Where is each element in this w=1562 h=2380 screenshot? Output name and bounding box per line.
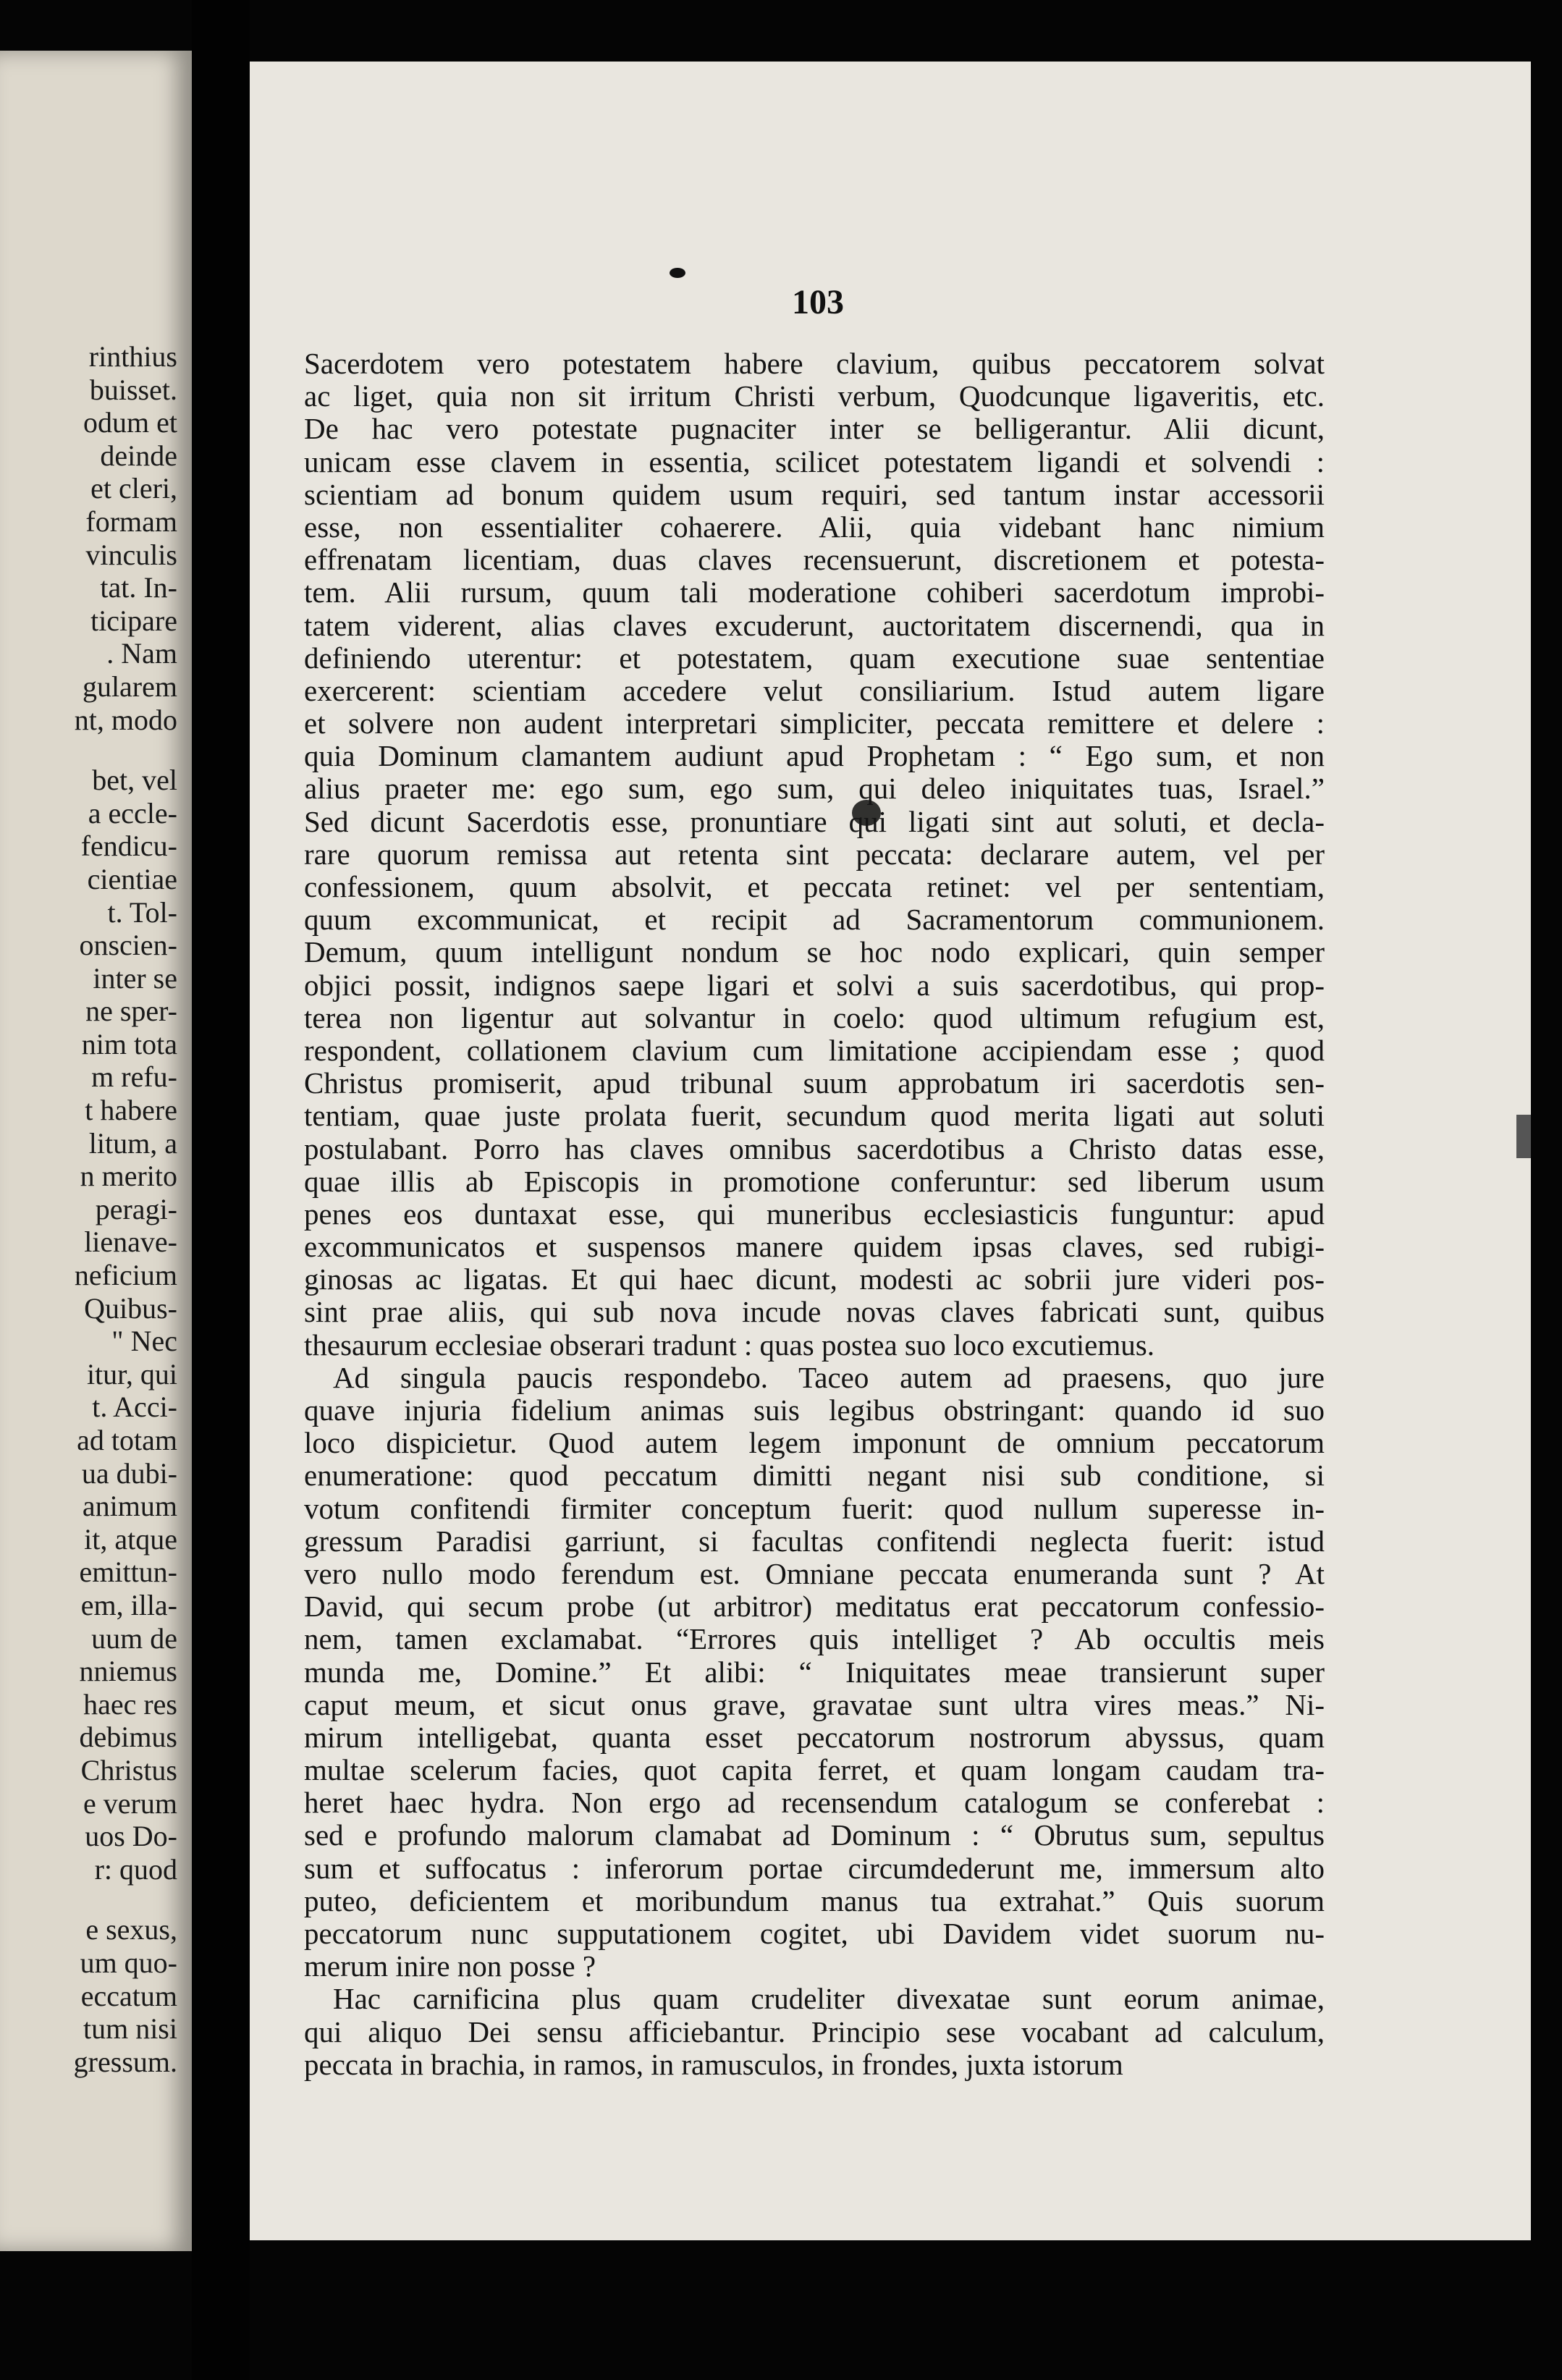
left-text-line: ad totam — [77, 1424, 177, 1456]
text-line: excommunicatos et suspensos manere quidem ipsas claves, sed rubigi- — [304, 1231, 1325, 1264]
left-text-line: . Nam — [106, 637, 177, 670]
left-facing-page — [0, 51, 192, 2251]
left-text-line: cientiae — [87, 862, 177, 895]
text-line: loco dispicietur. Quod autem legem imponunt de omnium peccatorum — [304, 1427, 1325, 1460]
text-line: penes eos duntaxat esse, qui muneribus ecclesiasticis funguntur: apud — [304, 1197, 1325, 1231]
left-text-line: nniemus — [79, 1655, 177, 1688]
text-line: sed e profundo malorum clamabat ad Dominum : “ Obrutus sum, sepultus — [304, 1819, 1325, 1852]
text-line: Ad singula paucis respondebo. Taceo autem ad praesens, quo jure — [333, 1361, 1325, 1394]
text-line: et solvere non audent interpretari simpliciter, peccata remittere et delere : — [304, 707, 1325, 740]
left-text-line: buisset. — [89, 373, 177, 406]
text-line: votum confitendi firmiter conceptum fuerit: quod nullum superesse in- — [304, 1492, 1325, 1525]
text-line: enumeratione: quod peccatum dimitti negant nisi sub conditione, si — [304, 1459, 1325, 1493]
left-text-line: onscien- — [79, 929, 177, 962]
text-line: merum inire non posse ? — [304, 1950, 596, 1983]
ink-speck — [670, 268, 685, 278]
left-text-line: gularem — [82, 670, 177, 703]
text-line: peccatorum nunc supputationem cogitet, ubi Davidem videt suorum nu- — [304, 1917, 1325, 1950]
text-line: vero nullo modo ferendum est. Omniane peccata enumeranda sunt ? At — [304, 1557, 1325, 1590]
text-line: Sed dicunt Sacerdotis esse, pronuntiare qui ligati sint aut soluti, et decla- — [304, 805, 1325, 838]
text-line: rare quorum remissa aut retenta sint peccata: declarare autem, vel per — [304, 837, 1325, 871]
left-text-line: t. Tol- — [107, 895, 177, 929]
left-text-line: vinculis — [85, 538, 177, 571]
page-number: 103 — [792, 283, 844, 321]
left-text-line: Christus — [80, 1753, 177, 1786]
left-text-line: eccatum — [80, 1979, 177, 2012]
text-line: peccata in brachia, in ramos, in ramusculos, in frondes, juxta istorum — [304, 2048, 1123, 2081]
text-line: objici possit, indignos saepe ligari et solvi a suis sacerdotibus, qui prop- — [304, 969, 1325, 1002]
text-line: heret haec hydra. Non ergo ad recensendum catalogum se conferebat : — [304, 1786, 1325, 1820]
text-line: puteo, deficientem et moribundum manus tua extrahat.” Quis suorum — [304, 1884, 1325, 1917]
left-text-line: bet, vel — [92, 764, 177, 797]
text-line: sint prae aliis, qui sub nova incude novas claves fabricati sunt, quibus — [304, 1296, 1325, 1329]
text-line: definiendo uterentur: et potestatem, quam executione suae sententiae — [304, 641, 1325, 675]
left-text-line: deinde — [100, 439, 177, 472]
left-text-line: litum, a — [88, 1126, 177, 1160]
text-line: ac liget, quia non sit irritum Christi verbum, Quodcunque ligaveritis, etc. — [304, 380, 1325, 413]
left-text-line: itur, qui — [86, 1357, 177, 1391]
text-line: ginosas ac ligatas. Et qui haec dicunt, modesti ac sobrii jure videri pos- — [304, 1263, 1325, 1296]
book-gutter — [192, 0, 250, 2380]
left-text-line: debimus — [79, 1721, 177, 1754]
left-text-line: neficium — [74, 1259, 177, 1292]
text-line: munda me, Domine.” Et alibi: “ Iniquitates meae transierunt super — [304, 1655, 1325, 1689]
left-text-line: odum et — [83, 406, 177, 439]
left-text-line: tum nisi — [83, 2012, 177, 2046]
text-line: sum et suffocatus : inferorum portae circumdederunt me, immersum alto — [304, 1852, 1325, 1885]
left-text-line: t. Acci- — [92, 1391, 177, 1424]
text-line: postulabant. Porro has claves omnibus sacerdotibus a Christo datas esse, — [304, 1132, 1325, 1165]
margin-mark — [1516, 1115, 1531, 1158]
text-line: effrenatam licentiam, duas claves recensuerunt, discretionem et potesta- — [304, 544, 1325, 577]
text-line: unicam esse clavem in essentia, scilicet potestatem ligandi et solvendi : — [304, 445, 1325, 478]
text-line: Christus promiserit, apud tribunal suum approbatum iri sacerdotis sen- — [304, 1067, 1325, 1100]
left-text-line: em, illa- — [80, 1588, 177, 1621]
text-line: gressum Paradisi garriunt, si facultas confitendi neglecta fuerit: istud — [304, 1524, 1325, 1558]
left-text-line: " Nec — [111, 1325, 177, 1358]
left-text-line: animum — [82, 1490, 177, 1523]
text-line: quae illis ab Episcopis in promotione conferuntur: sed liberum usum — [304, 1165, 1325, 1198]
paragraph-gap — [0, 1886, 177, 1913]
left-text-line: nt, modo — [74, 703, 177, 736]
left-text-line: uum de — [91, 1621, 177, 1655]
left-text-line: e sexus, — [85, 1913, 177, 1946]
left-text-line: haec res — [83, 1687, 177, 1721]
text-line: esse, non essentialiter cohaerere. Alii, quia videbant hanc nimium — [304, 510, 1325, 544]
left-text-line: tat. In- — [100, 571, 177, 604]
text-line: De hac vero potestate pugnaciter inter se belligerantur. Alii dicunt, — [304, 413, 1325, 446]
text-line: qui aliquo Dei sensu afficiebantur. Principio sese vocabant ad calculum, — [304, 2015, 1325, 2048]
text-line: quum excommunicat, et recipit ad Sacramentorum communionem. — [304, 903, 1325, 937]
left-page-text — [0, 340, 177, 2078]
text-line: Sacerdotem vero potestatem habere clavium, quibus peccatorem solvat — [304, 347, 1325, 380]
left-text-line: um quo- — [80, 1946, 177, 1979]
text-line: terea non ligentur aut solvantur in coelo: quod ultimum refugium est, — [304, 1001, 1325, 1034]
text-line: nem, tamen exclamabat. “Errores quis intelliget ? Ab occultis meis — [304, 1623, 1325, 1656]
text-line: exercerent: scientiam accedere velut consiliarium. Istud autem ligare — [304, 674, 1325, 707]
text-line: quave injuria fidelium animas suis legibus obstringant: quando id suo — [304, 1394, 1325, 1427]
text-line: Demum, quum intelligunt nondum se hoc nodo explicari, quin semper — [304, 936, 1325, 969]
left-text-line: m refu- — [91, 1060, 177, 1094]
left-text-line: lienave- — [84, 1225, 177, 1259]
left-text-line: r: quod — [94, 1852, 177, 1886]
text-line: caput meum, et sicut onus grave, gravatae sunt ultra vires meas.” Ni- — [304, 1688, 1325, 1721]
text-line: tatem viderent, alias claves excuderunt, auctoritatem discernendi, qua in — [304, 609, 1325, 642]
left-text-line: Quibus- — [84, 1291, 177, 1325]
left-text-line: nim tota — [81, 1027, 177, 1060]
left-text-line: emittun- — [79, 1556, 177, 1589]
left-text-line: peragi- — [95, 1192, 177, 1225]
text-line: multae scelerum facies, quot capita ferret, et quam longam caudam tra- — [304, 1754, 1325, 1787]
page-body-text — [304, 347, 1325, 2081]
left-text-line: inter se — [93, 961, 177, 995]
left-text-line: ua dubi- — [81, 1456, 177, 1490]
text-line: tem. Alii rursum, quum tali moderatione cohiberi sacerdotum improbi- — [304, 576, 1325, 609]
left-text-line: e verum — [83, 1786, 177, 1820]
left-text-line: ne sper- — [85, 995, 177, 1028]
left-text-line: fendicu- — [80, 830, 177, 863]
text-line: Hac carnificina plus quam crudeliter divexatae sunt eorum animae, — [333, 1983, 1325, 2016]
text-line: tentiam, quae juste prolata fuerit, secundum quod merita ligati aut soluti — [304, 1100, 1325, 1133]
text-line: respondent, collationem clavium cum limitatione accipiendam esse ; quod — [304, 1034, 1325, 1067]
left-text-line: t habere — [85, 1094, 177, 1127]
text-line: quia Dominum clamantem audiunt apud Prophetam : “ Ego sum, et non — [304, 740, 1325, 773]
left-text-line: formam — [85, 505, 177, 538]
text-line: confessionem, quum absolvit, et peccata retinet: vel per sententiam, — [304, 871, 1325, 903]
left-text-line: rinthius — [88, 340, 177, 373]
left-text-line: n merito — [80, 1160, 177, 1193]
left-text-line: ticipare — [90, 604, 177, 637]
left-text-line: a eccle- — [88, 796, 177, 830]
left-text-line: it, atque — [84, 1522, 177, 1556]
text-line: mirum intelligebat, quanta esset peccatorum nostrorum abyssus, quam — [304, 1721, 1325, 1754]
text-line: David, qui secum probe (ut arbitror) meditatus erat peccatorum confessio- — [304, 1590, 1325, 1624]
text-line: scientiam ad bonum quidem usum requiri, sed tantum instar accessorii — [304, 478, 1325, 511]
left-text-line: et cleri, — [90, 472, 177, 505]
text-line: alius praeter me: ego sum, ego sum, qui deleo iniquitates tuas, Israel.” — [304, 772, 1325, 806]
paragraph-gap — [0, 736, 177, 764]
left-text-line: uos Do- — [85, 1820, 177, 1853]
left-text-line: gressum. — [73, 2045, 177, 2078]
text-line: thesaurum ecclesiae obserari tradunt : quas postea suo loco excutiemus. — [304, 1328, 1154, 1362]
